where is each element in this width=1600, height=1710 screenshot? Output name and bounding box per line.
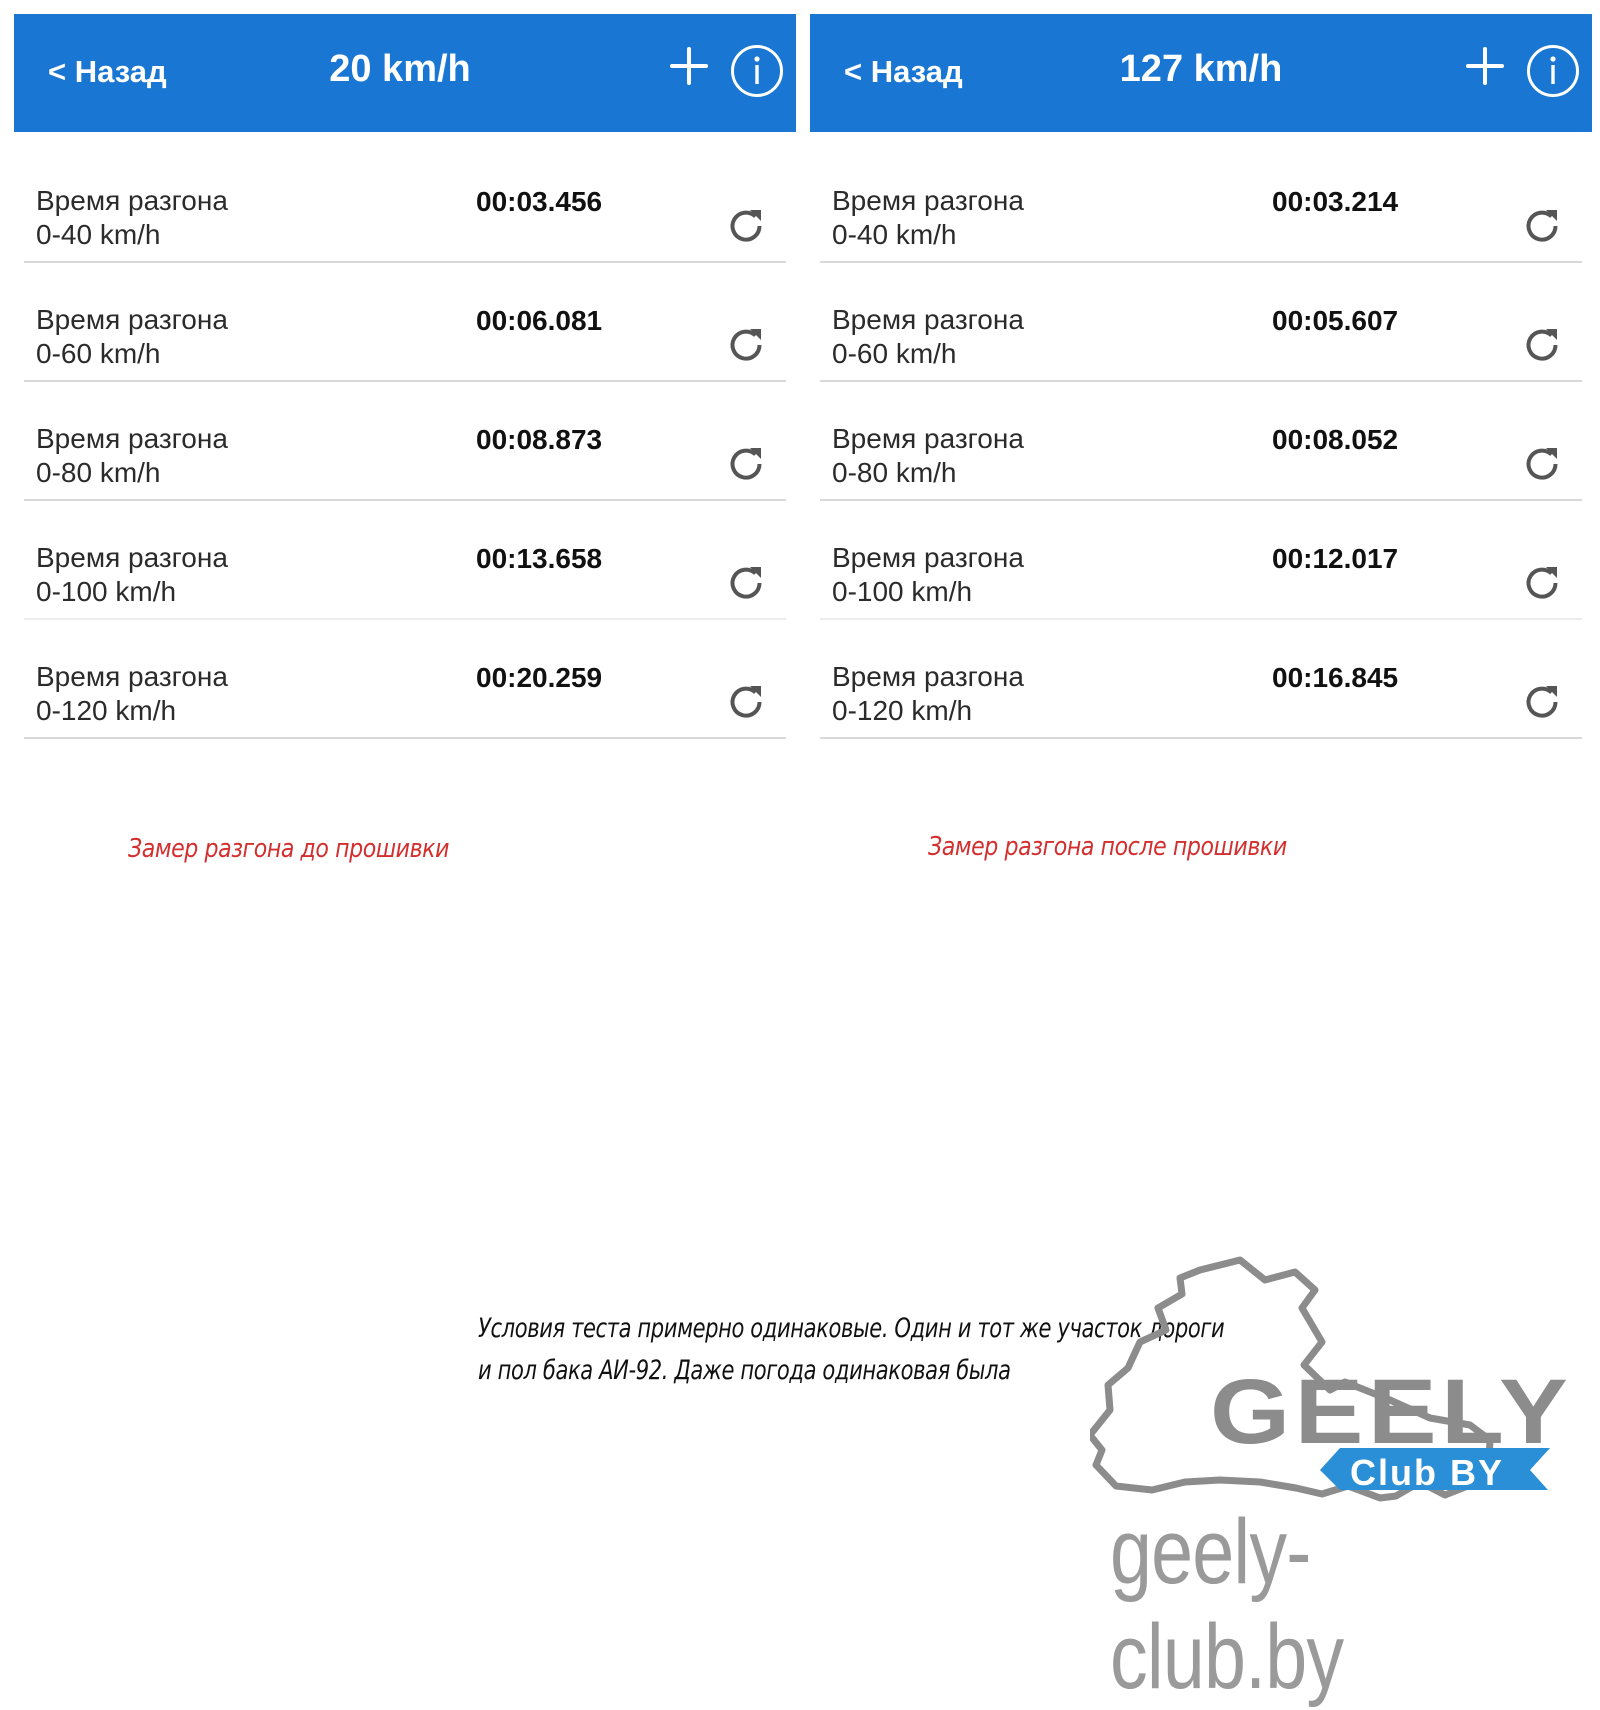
row-label: Время разгона bbox=[832, 423, 1024, 454]
list-item bbox=[820, 382, 1582, 501]
list-item bbox=[24, 620, 786, 739]
list-item bbox=[24, 501, 786, 620]
refresh-icon[interactable] bbox=[1520, 323, 1564, 367]
refresh-icon[interactable] bbox=[724, 442, 768, 486]
row-time: 00:08.873 bbox=[476, 424, 603, 455]
row-label: Время разгона bbox=[832, 304, 1024, 335]
refresh-icon[interactable] bbox=[724, 680, 768, 724]
note-line-2: и пол бака АИ-92. Даже погода одинаковая была bbox=[478, 1355, 1011, 1386]
refresh-icon[interactable] bbox=[1520, 561, 1564, 605]
row-label: Время разгона bbox=[36, 661, 228, 692]
logo-brand: GEELY bbox=[1210, 1361, 1573, 1463]
app-bar bbox=[14, 14, 796, 132]
row-label: Время разгона bbox=[36, 304, 228, 335]
results-list bbox=[24, 144, 786, 739]
row-time: 00:16.845 bbox=[1272, 662, 1399, 693]
row-label: Время разгона bbox=[36, 185, 228, 216]
note-line-1: Условия теста примерно одинаковые. Один и тот же участок дороги bbox=[478, 1313, 1225, 1344]
list-item bbox=[820, 620, 1582, 739]
right-screen bbox=[810, 14, 1592, 726]
info-icon[interactable] bbox=[730, 44, 784, 98]
row-label: Время разгона bbox=[36, 423, 228, 454]
row-time: 00:03.214 bbox=[1272, 186, 1399, 217]
row-range: 0-80 km/h bbox=[36, 457, 161, 488]
logo-badge: Club BY bbox=[1350, 1452, 1504, 1493]
row-time: 00:08.052 bbox=[1272, 424, 1399, 455]
row-label: Время разгона bbox=[832, 185, 1024, 216]
results-list bbox=[820, 144, 1582, 739]
row-range: 0-60 km/h bbox=[832, 338, 957, 369]
row-time: 00:12.017 bbox=[1272, 543, 1399, 574]
left-screen bbox=[14, 14, 796, 726]
caption-after: Замер разгона после прошивки bbox=[928, 832, 1287, 862]
row-time: 00:06.081 bbox=[476, 305, 603, 336]
logo-site: geely-club.by bbox=[1110, 1501, 1344, 1708]
info-icon[interactable] bbox=[1526, 44, 1580, 98]
list-item bbox=[820, 501, 1582, 620]
caption-before: Замер разгона до прошивки bbox=[128, 834, 450, 864]
back-button[interactable]: < Назад bbox=[844, 54, 963, 89]
row-time: 00:05.607 bbox=[1272, 305, 1399, 336]
row-range: 0-100 km/h bbox=[832, 576, 973, 607]
back-button[interactable]: < Назад bbox=[48, 54, 167, 89]
refresh-icon[interactable] bbox=[724, 561, 768, 605]
row-range: 0-40 km/h bbox=[36, 219, 161, 250]
row-time: 00:20.259 bbox=[476, 662, 603, 693]
refresh-icon[interactable] bbox=[724, 204, 768, 248]
plus-icon[interactable] bbox=[670, 47, 708, 85]
row-label: Время разгона bbox=[36, 542, 228, 573]
list-item bbox=[820, 263, 1582, 382]
speed-title: 127 km/h bbox=[1119, 48, 1283, 90]
refresh-icon[interactable] bbox=[1520, 204, 1564, 248]
refresh-icon[interactable] bbox=[1520, 442, 1564, 486]
row-label: Время разгона bbox=[832, 542, 1024, 573]
row-time: 00:03.456 bbox=[476, 186, 603, 217]
row-label: Время разгона bbox=[832, 661, 1024, 692]
list-item bbox=[820, 144, 1582, 263]
app-bar bbox=[810, 14, 1592, 132]
plus-icon[interactable] bbox=[1466, 47, 1504, 85]
list-item bbox=[24, 263, 786, 382]
speed-title: 20 km/h bbox=[329, 48, 471, 90]
row-range: 0-40 km/h bbox=[832, 219, 957, 250]
refresh-icon[interactable] bbox=[724, 323, 768, 367]
row-range: 0-120 km/h bbox=[36, 695, 177, 726]
row-range: 0-120 km/h bbox=[832, 695, 973, 726]
list-item bbox=[24, 144, 786, 263]
row-range: 0-60 km/h bbox=[36, 338, 161, 369]
row-range: 0-100 km/h bbox=[36, 576, 177, 607]
refresh-icon[interactable] bbox=[1520, 680, 1564, 724]
list-item bbox=[24, 382, 786, 501]
row-time: 00:13.658 bbox=[476, 543, 603, 574]
row-range: 0-80 km/h bbox=[832, 457, 957, 488]
